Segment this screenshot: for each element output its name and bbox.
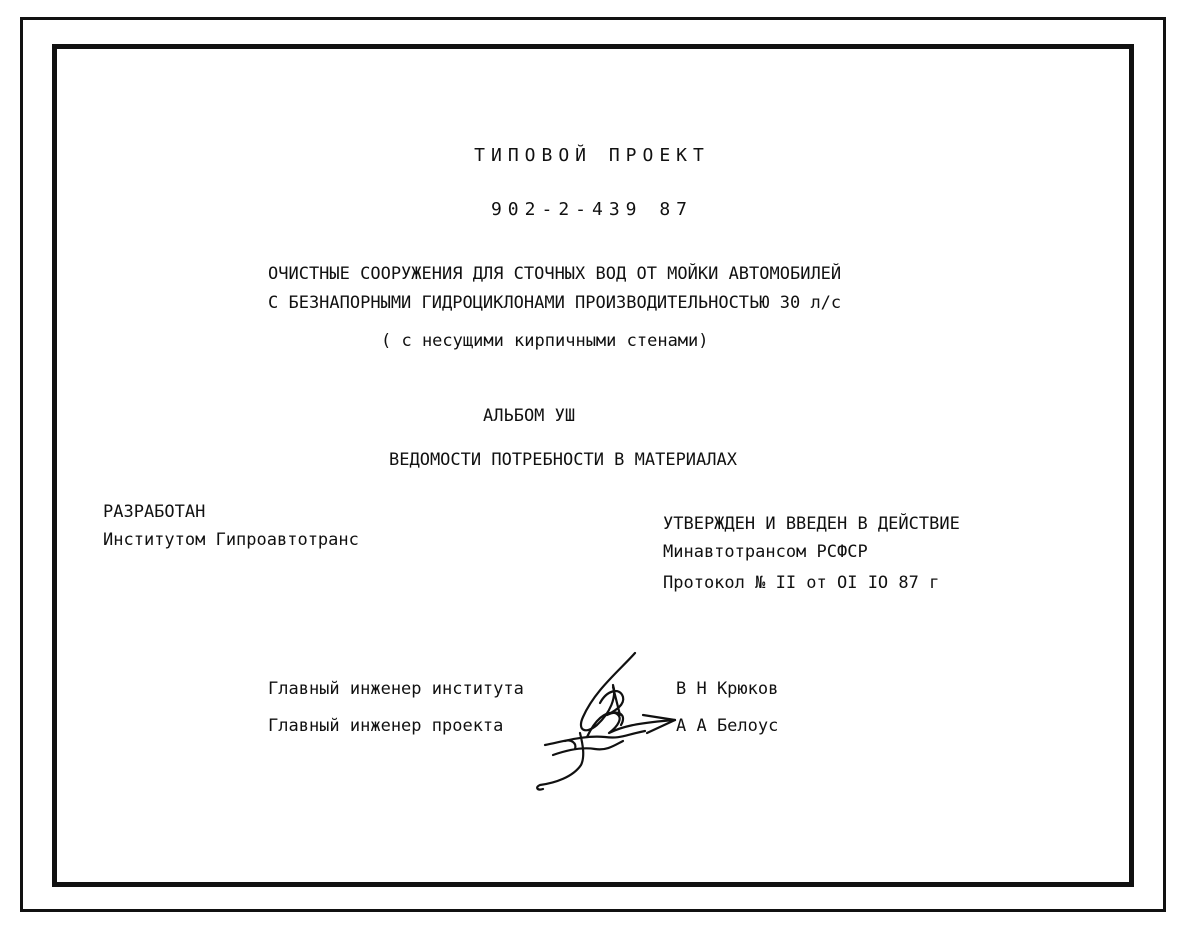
signatory-role-2: Главный инженер проекта [268, 716, 504, 736]
subtitle: ( с несущими кирпичными стенами) [381, 331, 709, 351]
title-line-2: С БЕЗНАПОРНЫМИ ГИДРОЦИКЛОНАМИ ПРОИЗВОДИТЕЛЬНОСТЬЮ 30 л/с [268, 293, 842, 313]
album-title: ВЕДОМОСТИ ПОТРЕБНОСТИ В МАТЕРИАЛАХ [389, 450, 737, 470]
signatory-role-1: Главный инженер института [268, 679, 524, 699]
approval-protocol: Протокол № II от OI IO 87 г [663, 573, 940, 593]
signatory-name-1: В Н Крюков [676, 679, 779, 699]
developed-label: РАЗРАБОТАН [103, 502, 206, 522]
developed-by: Институтом Гипроавтотранс [103, 530, 359, 550]
signatory-name-2: А А Белоус [676, 716, 779, 736]
handwritten-signatures [525, 645, 695, 795]
album-number: АЛЬБОМ УШ [483, 406, 576, 426]
approved-label: УТВЕРЖДЕН И ВВЕДЕН В ДЕЙСТВИЕ [663, 514, 960, 534]
approved-by: Минавтотрансом РСФСР [663, 542, 868, 562]
title-line-1: ОЧИСТНЫЕ СООРУЖЕНИЯ ДЛЯ СТОЧНЫХ ВОД ОТ МОЙКИ АВТОМОБИЛЕЙ [268, 264, 842, 284]
project-number: 902-2-439 87 [490, 199, 694, 220]
document-heading: ТИПОВОЙ ПРОЕКТ [474, 145, 710, 166]
